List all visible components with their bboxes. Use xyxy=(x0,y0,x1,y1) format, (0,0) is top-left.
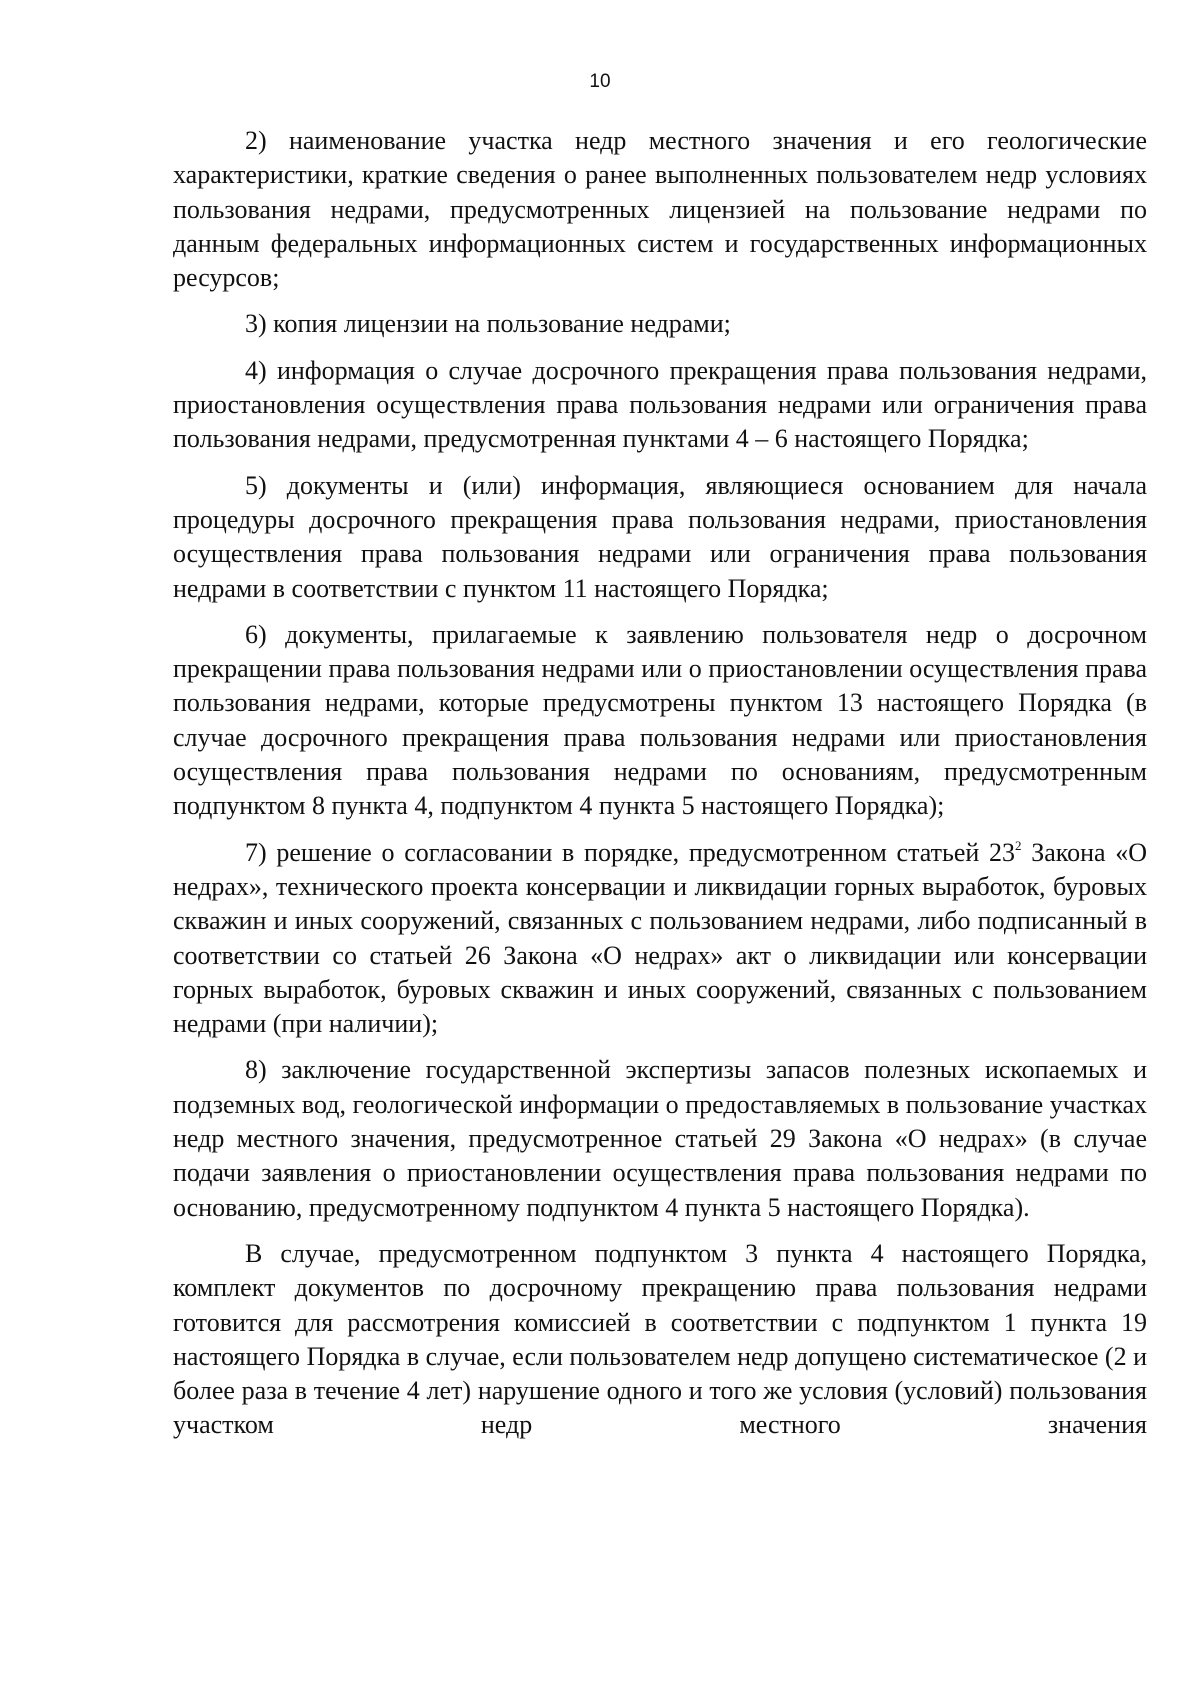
list-item-7-text: 7) решение о согласовании в порядке, предусмотренном статьей 23 xyxy=(245,837,1015,867)
list-item-4: 4) информация о случае досрочного прекращения права пользования недрами, приостановления осуществления права пользования недрами или ограничения права пользования недрами, предусмотренная пунктами 4 – 6 настоящего Порядка; xyxy=(173,355,1147,454)
superscript: 2 xyxy=(1015,837,1022,853)
list-item-7 xyxy=(173,836,1147,1042)
list-item-3: 3) копия лицензии на пользование недрами; xyxy=(245,309,731,339)
document-body xyxy=(173,124,1147,1443)
list-item-7-text-cont: Закона «О недрах», технического проекта консервации и ликвидации горных выработок, буровых скважин и иных сооружений, связанных с пользованием недрами, либо подписанный в соответствии со статьей 26 Закона «О недрах» акт о ликвидации или консервации горных выработок, буровых скважин и иных сооружений, связанных с пользованием недрами (при наличии); xyxy=(173,837,1147,1039)
list-item-2: 2) наименование участка недр местного значения и его геологические характеристики, краткие сведения о ранее выполненных пользователем недр условиях пользования недрами, предусмотренных лицензией на пользование недрами по данным федеральных информационных систем и государственных информационных ресурсов; xyxy=(173,126,1147,293)
list-item-8: 8) заключение государственной экспертизы запасов полезных ископаемых и подземных вод, геологической информации о предоставляемых в пользование участках недр местного значения, предусмотренное статьей 29 Закона «О недрах» (в случае подачи заявления о приостановлении осуществления права пользования недрами по основанию, предусмотренному подпунктом 4 пункта 5 настоящего Порядка). xyxy=(173,1055,1147,1222)
list-item-6: 6) документы, прилагаемые к заявлению пользователя недр о досрочном прекращении права пользования недрами или о приостановлении осуществления права пользования недрами, которые предусмотрены пунктом 13 настоящего Порядка (в случае досрочного прекращения права пользования недрами или приостановления осуществления права пользования недрами по основаниям, предусмотренным подпунктом 8 пункта 4, подпунктом 4 пункта 5 настоящего Порядка); xyxy=(173,619,1147,821)
list-item-5: 5) документы и (или) информация, являющиеся основанием для начала процедуры досрочного прекращения права пользования недрами, приостановления осуществления права пользования недрами или ограничения права пользования недрами в соответствии с пунктом 11 настоящего Порядка; xyxy=(173,470,1147,603)
closing-paragraph: В случае, предусмотренном подпунктом 3 пункта 4 настоящего Порядка, комплект документов по досрочному прекращению права пользования недрами готовится для рассмотрения комиссией в соответствии с подпунктом 1 пункта 19 настоящего Порядка в случае, если пользователем недр допущено систематическое (2 и более раза в течение 4 лет) нарушение одного и того же условия (условий) пользования участком недр местного значения xyxy=(173,1238,1147,1440)
page-number: 10 xyxy=(589,71,611,92)
